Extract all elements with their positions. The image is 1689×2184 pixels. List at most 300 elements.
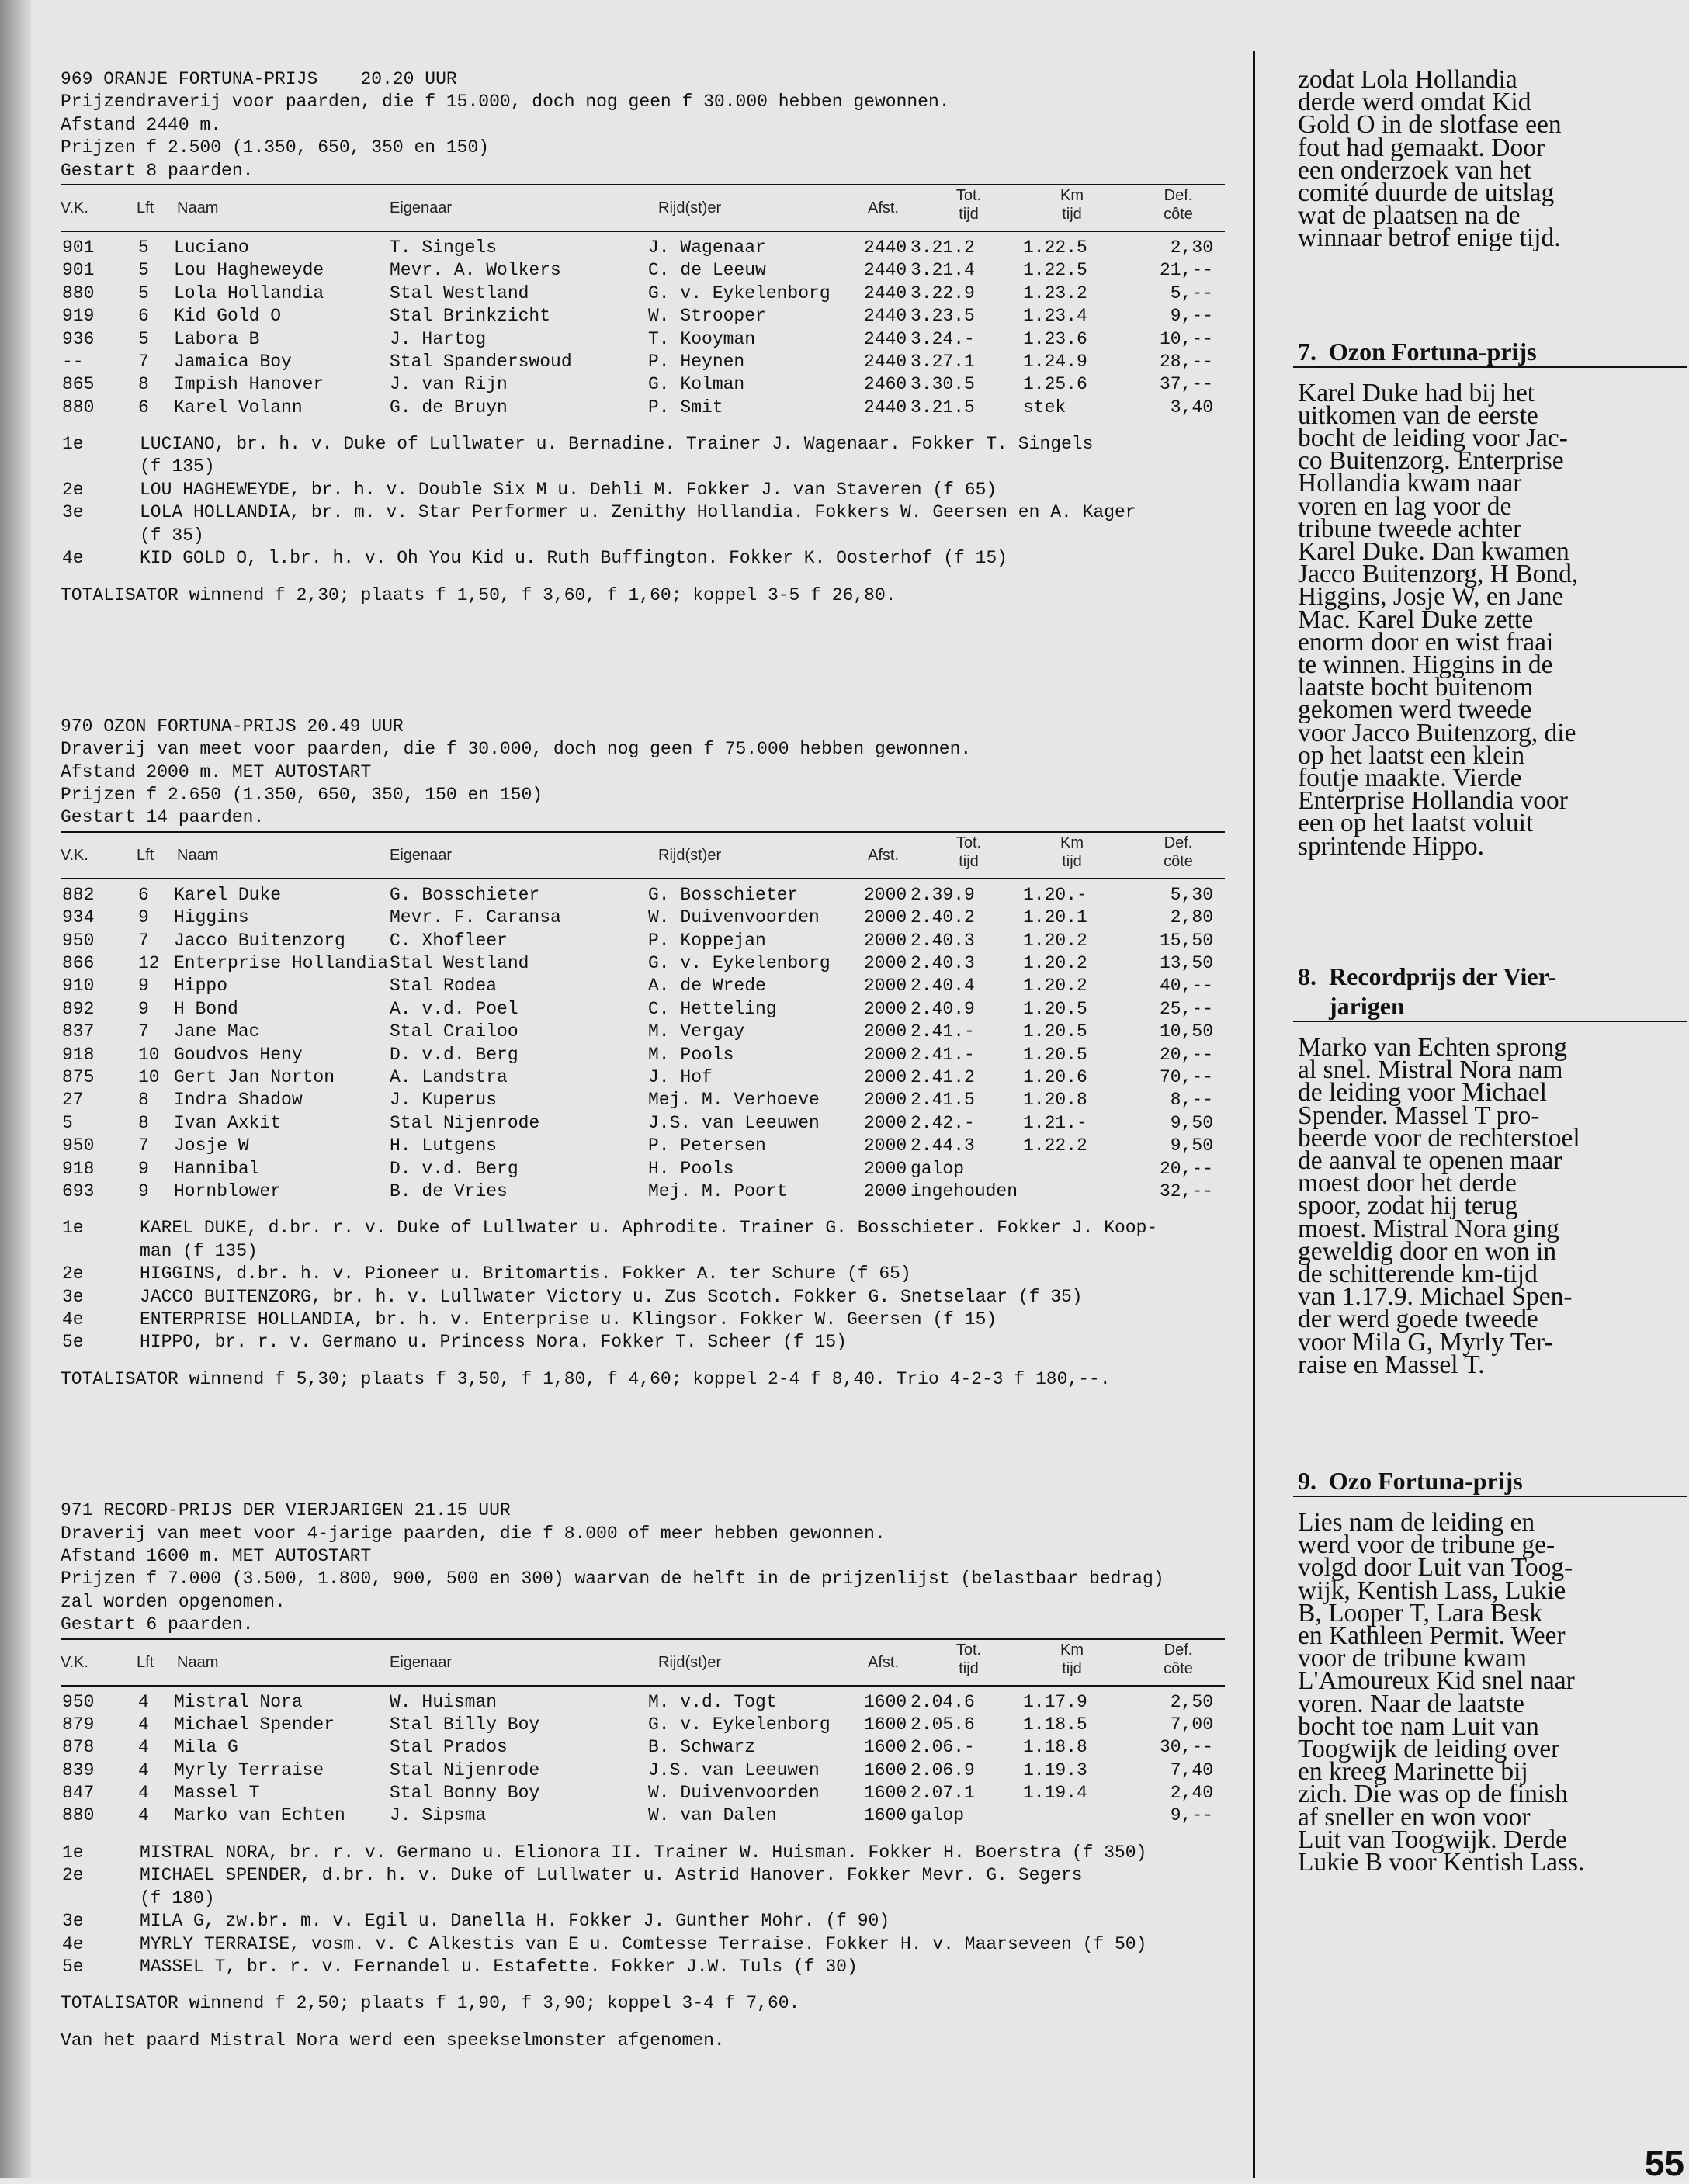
cell-eig: B. de Vries [390, 1180, 508, 1201]
cell-def: 2,30 [1170, 237, 1213, 258]
placing-line: MYRLY TERRAISE, vosm. v. C Alkestis van E u. Comtesse Terraise. Fokker H. v. Maarseveen (f 50) [140, 1933, 1147, 1954]
cell-def: 2,50 [1170, 1691, 1213, 1712]
cell-vk: 910 [62, 976, 95, 997]
table-row [61, 1158, 1225, 1180]
table-row [61, 998, 1225, 1021]
column-header-km1: Km [1060, 186, 1084, 204]
commentary-line: Enterprise Hollandia voor [1298, 786, 1568, 816]
cell-lft: 6 [138, 884, 149, 905]
race-conditions: Gestart 6 paarden. [61, 1614, 254, 1635]
race-conditions: Afstand 2000 m. MET AUTOSTART [61, 761, 372, 782]
commentary-line: en kreeg Marinette bij [1298, 1757, 1528, 1787]
column-header-lft: Lft [137, 199, 154, 217]
cell-naam: Josje W [174, 1135, 249, 1156]
cell-eig: C. Xhofleer [390, 930, 508, 951]
placing-text [140, 433, 1225, 479]
commentary-line: Jacco Buitenzorg, H Bond, [1298, 560, 1579, 589]
placing-line-cont: (f 180) [140, 1888, 215, 1908]
placing-entry [61, 1263, 1225, 1285]
commentary-line: raise en Massel T. [1298, 1350, 1485, 1379]
table-row [61, 1021, 1225, 1043]
commentary-line: gekomen werd tweede [1298, 695, 1532, 725]
column-header-afst: Afst. [867, 199, 899, 217]
cell-rijd: J. Hof [648, 1067, 713, 1087]
commentary-line: voor Jacco Buitenzorg, die [1298, 718, 1576, 747]
cell-vk: 880 [62, 283, 95, 303]
placing-line: LOU HAGHEWEYDE, br. h. v. Double Six M u. Dehli M. Fokker J. van Staveren (f 65) [140, 479, 997, 500]
cell-rijd: H. Pools [648, 1158, 734, 1179]
cell-def: 8,-- [1170, 1090, 1213, 1111]
column-header-def1: Def. [1164, 1641, 1193, 1659]
cell-naam: Karel Duke [174, 884, 282, 905]
cell-eig: D. v.d. Berg [390, 1044, 518, 1065]
cell-tot: 2.44.3 [910, 1135, 975, 1156]
commentary-line: Lukie B voor Kentish Lass. [1298, 1847, 1585, 1877]
column-header-afst: Afst. [867, 846, 899, 864]
commentary-line: voor Mila G, Myrly Ter- [1298, 1327, 1553, 1357]
commentary-line: voren. Naar de laatste [1298, 1689, 1525, 1718]
section-heading-line: jarigen [1298, 991, 1405, 1020]
cell-lft: 5 [138, 283, 149, 303]
column-header-rijder: Rijd(st)er [658, 199, 722, 217]
results-table [61, 879, 1225, 1203]
race-conditions: Afstand 2440 m. [61, 114, 222, 135]
cell-lft: 7 [138, 930, 149, 951]
cell-afst: 2000 [864, 1067, 907, 1087]
table-row [61, 1044, 1225, 1066]
cell-vk: 837 [62, 1021, 95, 1042]
cell-eig: Stal Rodea [390, 976, 498, 997]
commentary-line: Hollandia kwam naar [1298, 469, 1522, 498]
cell-tot: 2.40.3 [910, 930, 975, 951]
cell-lft: 4 [138, 1783, 149, 1804]
cell-tot: 3.22.9 [910, 283, 975, 303]
table-row [61, 328, 1225, 351]
cell-km: 1.19.4 [1023, 1783, 1087, 1804]
cell-naam: Hornblower [174, 1180, 282, 1201]
column-header-km1: Km [1060, 1641, 1084, 1659]
cell-vk: 950 [62, 1691, 95, 1712]
cell-def: 20,-- [1159, 1158, 1213, 1179]
race-conditions: Prijzen f 7.000 (3.500, 1.800, 900, 500 en 300) waarvan de helft in de prijzenlijst (belastbaar bedrag) [61, 1569, 1164, 1589]
table-row [61, 1135, 1225, 1157]
cell-vk: 878 [62, 1737, 95, 1758]
commentary-line: der werd goede tweede [1298, 1305, 1538, 1334]
race-header [61, 1499, 1225, 1636]
cell-def: 9,-- [1170, 1805, 1213, 1826]
column-header-naam: Naam [177, 199, 219, 217]
placing-line-cont: man (f 135) [140, 1240, 258, 1261]
commentary-line: B, Looper T, Lara Besk [1298, 1598, 1543, 1628]
cell-tot: 2.42.- [910, 1112, 975, 1133]
cell-naam: Ivan Axkit [174, 1112, 282, 1133]
cell-vk: 936 [62, 328, 95, 349]
commentary-intro [1298, 65, 1678, 253]
cell-rijd: J.S. van Leeuwen [648, 1759, 820, 1780]
column-header-def1: Def. [1164, 186, 1193, 204]
commentary-line: moest door het derde [1298, 1169, 1517, 1198]
commentary-line: een op het laatst voluit [1298, 809, 1534, 838]
cell-tot: 2.41.5 [910, 1090, 975, 1111]
cell-tot: 2.06.- [910, 1737, 975, 1758]
cell-rijd: M. Vergay [648, 1021, 745, 1042]
cell-afst: 1600 [864, 1805, 907, 1826]
placing-text [140, 479, 1225, 501]
cell-def: 32,-- [1159, 1180, 1213, 1201]
cell-km: 1.20.1 [1023, 907, 1087, 928]
table-row [61, 1180, 1225, 1203]
cell-afst: 1600 [864, 1783, 907, 1804]
cell-afst: 2000 [864, 953, 907, 974]
commentary-line: Luit van Toogwijk. Derde [1298, 1825, 1567, 1854]
table-row [61, 1736, 1225, 1759]
column-header-def2: côte [1164, 852, 1193, 870]
cell-eig: W. Huisman [390, 1691, 498, 1712]
cell-def: 7,40 [1170, 1759, 1213, 1780]
column-divider [1253, 51, 1255, 2178]
commentary-line: winnaar betrof enige tijd. [1298, 224, 1561, 253]
column-header-tot1: Tot. [955, 834, 982, 851]
commentary-line: bocht toe nam Luit van [1298, 1711, 1539, 1741]
commentary-line: Mac. Karel Duke zette [1298, 605, 1534, 634]
placing-position: 2e [62, 479, 84, 500]
cell-lft: 9 [138, 998, 149, 1019]
cell-km: 1.20.6 [1023, 1067, 1087, 1087]
cell-def: 5,-- [1170, 283, 1213, 303]
cell-vk: 892 [62, 998, 95, 1019]
cell-tot: 3.21.5 [910, 397, 975, 418]
cell-tot: 2.07.1 [910, 1783, 975, 1804]
cell-lft: 10 [138, 1044, 160, 1065]
cell-eig: G. Bosschieter [390, 884, 540, 905]
cell-rijd: A. de Wrede [648, 976, 766, 997]
cell-lft: 7 [138, 351, 149, 372]
cell-tot: 3.21.2 [910, 237, 975, 258]
section-rule [1293, 1496, 1687, 1497]
cell-def: 9,50 [1170, 1112, 1213, 1133]
commentary-line: spoor, zodat hij terug [1298, 1191, 1518, 1221]
cell-def: 9,-- [1170, 306, 1213, 327]
cell-naam: Lou Hagheweyde [174, 260, 324, 281]
cell-eig: Stal Crailoo [390, 1021, 518, 1042]
commentary-line: werd voor de tribune ge- [1298, 1531, 1555, 1560]
cell-eig: Stal Nijenrode [390, 1112, 540, 1133]
cell-def: 20,-- [1159, 1044, 1213, 1065]
cell-rijd: G. v. Eykelenborg [648, 1714, 831, 1735]
placing-text [140, 1933, 1225, 1956]
column-header-vk: V.K. [61, 846, 88, 864]
cell-naam: H Bond [174, 998, 238, 1019]
cell-eig: Mevr. A. Wolkers [390, 260, 561, 281]
cell-km: 1.20.8 [1023, 1090, 1087, 1111]
cell-vk: 882 [62, 884, 95, 905]
cell-tot: galop [910, 1158, 965, 1179]
cell-naam: Indra Shadow [174, 1090, 303, 1111]
cell-km: 1.20.- [1023, 884, 1087, 905]
cell-vk: 839 [62, 1759, 95, 1780]
cell-vk: 950 [62, 1135, 95, 1156]
cell-rijd: M. v.d. Togt [648, 1691, 777, 1712]
cell-km: 1.22.2 [1023, 1135, 1087, 1156]
commentary-line: co Buitenzorg. Enterprise [1298, 446, 1564, 476]
column-header-afst: Afst. [867, 1653, 899, 1671]
cell-naam: Massel T [174, 1783, 260, 1804]
race-conditions: Prijzen f 2.650 (1.350, 650, 350, 150 en 150) [61, 785, 543, 806]
cell-vk: 950 [62, 930, 95, 951]
cell-def: 30,-- [1159, 1737, 1213, 1758]
cell-rijd: T. Kooyman [648, 328, 756, 349]
cell-def: 21,-- [1159, 260, 1213, 281]
commentary-line: L'Amoureux Kid snel naar [1298, 1666, 1575, 1696]
commentary-line: beerde voor de rechterstoel [1298, 1123, 1580, 1153]
cell-lft: 9 [138, 907, 149, 928]
cell-naam: Goudvos Heny [174, 1044, 303, 1065]
cell-def: 40,-- [1159, 976, 1213, 997]
commentary-section [1298, 1466, 1678, 1877]
cell-def: 70,-- [1159, 1067, 1213, 1087]
cell-rijd: B. Schwarz [648, 1737, 756, 1758]
placing-text [140, 547, 1225, 570]
commentary-line: foutje maakte. Vierde [1298, 764, 1522, 793]
cell-afst: 2000 [864, 998, 907, 1019]
cell-rijd: G. v. Eykelenborg [648, 953, 831, 974]
cell-lft: 5 [138, 260, 149, 281]
cell-def: 13,50 [1159, 953, 1213, 974]
cell-afst: 2440 [864, 351, 907, 372]
placing-line: MICHAEL SPENDER, d.br. h. v. Duke of Lullwater u. Astrid Hanover. Fokker Mevr. G. Segers [140, 1865, 1083, 1886]
placing-position: 5e [62, 1956, 84, 1977]
cell-afst: 2000 [864, 1158, 907, 1179]
column-header-vk: V.K. [61, 1653, 88, 1671]
commentary-line: tribune tweede achter [1298, 514, 1522, 543]
cell-eig: Stal Brinkzicht [390, 306, 551, 327]
cell-vk: 880 [62, 1805, 95, 1826]
commentary-line: Karel Duke had bij het [1298, 378, 1535, 407]
column-header-def2: côte [1164, 1659, 1193, 1677]
table-row [61, 305, 1225, 328]
cell-lft: 7 [138, 1135, 149, 1156]
cell-km: 1.21.- [1023, 1112, 1087, 1133]
race-title: 970 OZON FORTUNA-PRIJS 20.49 UUR [61, 716, 404, 737]
column-header-def2: côte [1164, 205, 1193, 223]
cell-km: 1.20.2 [1023, 953, 1087, 974]
page-number: 55 [1644, 2143, 1684, 2183]
commentary-line: comité duurde de uitslag [1298, 179, 1555, 208]
commentary-line: Marko van Echten sprong [1298, 1032, 1568, 1062]
cell-vk: 27 [62, 1090, 84, 1111]
placing-entry [61, 1956, 1225, 1978]
commentary-line: de aanval te openen maar [1298, 1146, 1562, 1175]
table-column-headers [61, 184, 1225, 232]
cell-naam: Jane Mac [174, 1021, 260, 1042]
cell-afst: 2440 [864, 397, 907, 418]
commentary-line: bocht de leiding voor Jac- [1298, 424, 1568, 453]
column-header-tot1: Tot. [955, 1641, 982, 1659]
cell-vk: 934 [62, 907, 95, 928]
table-row [61, 884, 1225, 907]
cell-lft: 4 [138, 1805, 149, 1826]
cell-tot: 2.40.2 [910, 907, 975, 928]
cell-vk: 901 [62, 237, 95, 258]
table-column-headers [61, 1638, 1225, 1687]
cell-naam: Myrly Terraise [174, 1759, 324, 1780]
cell-tot: 2.40.3 [910, 953, 975, 974]
cell-naam: Gert Jan Norton [174, 1067, 335, 1087]
cell-rijd: G. v. Eykelenborg [648, 283, 831, 303]
table-row [61, 397, 1225, 419]
cell-eig: H. Lutgens [390, 1135, 498, 1156]
placing-entry [61, 1842, 1225, 1864]
placing-position: 4e [62, 548, 84, 569]
column-header-km2: tijd [1062, 1659, 1082, 1677]
column-header-km2: tijd [1062, 205, 1082, 223]
placing-line: KID GOLD O, l.br. h. v. Oh You Kid u. Ruth Buffington. Fokker K. Oosterhof (f 15) [140, 548, 1008, 569]
cell-naam: Jamaica Boy [174, 351, 292, 372]
cell-lft: 4 [138, 1759, 149, 1780]
cell-eig: J. van Rijn [390, 374, 508, 395]
cell-vk: 918 [62, 1044, 95, 1065]
cell-km: 1.23.4 [1023, 306, 1087, 327]
cell-lft: 12 [138, 953, 160, 974]
commentary-line: de leiding voor Michael [1298, 1078, 1547, 1108]
commentary-line: uitkomen van de eerste [1298, 400, 1538, 430]
column-header-eigenaar: Eigenaar [390, 199, 453, 217]
cell-rijd: W. Strooper [648, 306, 766, 327]
cell-rijd: Mej. M. Verhoeve [648, 1090, 820, 1111]
commentary-line: af sneller en won voor [1298, 1802, 1531, 1832]
cell-naam: Hannibal [174, 1158, 260, 1179]
cell-eig: Stal Spanderswoud [390, 351, 572, 372]
race-conditions: Afstand 1600 m. MET AUTOSTART [61, 1545, 372, 1566]
cell-afst: 2000 [864, 976, 907, 997]
placing-position: 4e [62, 1309, 84, 1329]
section-heading [1298, 962, 1678, 1021]
cell-tot: 3.27.1 [910, 351, 975, 372]
table-row [61, 1759, 1225, 1782]
cell-km: 1.24.9 [1023, 351, 1087, 372]
placing-position: 1e [62, 434, 84, 455]
commentary-line: op het laatst een klein [1298, 740, 1525, 770]
placing-text [140, 501, 1225, 547]
cell-tot: ingehouden [910, 1180, 1018, 1201]
placing-entry [61, 1286, 1225, 1309]
cell-eig: G. de Bruyn [390, 397, 508, 418]
commentary-line: de schitterende km-tijd [1298, 1259, 1538, 1288]
section-heading-line: 8. Recordprijs der Vier- [1298, 962, 1557, 990]
commentary-line: Higgins, Josje W, en Jane [1298, 582, 1564, 612]
cell-km: 1.20.2 [1023, 930, 1087, 951]
placings-list [61, 433, 1225, 570]
table-row [61, 975, 1225, 997]
cell-km: 1.25.6 [1023, 374, 1087, 395]
cell-rijd: G. Bosschieter [648, 884, 799, 905]
cell-rijd: P. Heynen [648, 351, 745, 372]
placing-entry [61, 1864, 1225, 1910]
cell-tot: 2.06.9 [910, 1759, 975, 1780]
placing-position: 1e [62, 1218, 84, 1239]
section-body [1298, 1507, 1678, 1877]
placing-text [140, 1910, 1225, 1933]
cell-tot: 2.41.- [910, 1044, 975, 1065]
placings-list [61, 1842, 1225, 1978]
table-row [61, 1804, 1225, 1827]
column-header-tot2: tijd [959, 852, 979, 870]
cell-lft: 4 [138, 1714, 149, 1735]
cell-def: 25,-- [1159, 998, 1213, 1019]
cell-def: 5,30 [1170, 884, 1213, 905]
race-conditions: Prijzendraverij voor paarden, die f 15.000, doch nog geen f 30.000 hebben gewonnen. [61, 92, 950, 113]
placing-line: LUCIANO, br. h. v. Duke of Lullwater u. Bernadine. Trainer J. Wagenaar. Fokker T. Singels [140, 434, 1094, 455]
table-row [61, 930, 1225, 952]
cell-lft: 8 [138, 1090, 149, 1111]
column-header-naam: Naam [177, 846, 219, 864]
placing-entry [61, 1910, 1225, 1933]
column-header-km2: tijd [1062, 852, 1082, 870]
race-conditions: Gestart 14 paarden. [61, 807, 265, 828]
cell-tot: galop [910, 1805, 965, 1826]
cell-tot: 2.41.2 [910, 1067, 975, 1087]
commentary-line: zich. Die was op de finish [1298, 1780, 1568, 1809]
cell-eig: Mevr. F. Caransa [390, 907, 561, 928]
cell-lft: 4 [138, 1737, 149, 1758]
commentary-line: zodat Lola Hollandia [1298, 65, 1517, 94]
cell-naam: Hippo [174, 976, 228, 997]
placing-position: 5e [62, 1332, 84, 1353]
placing-entry [61, 479, 1225, 501]
placing-line: HIPPO, br. r. v. Germano u. Princess Nora. Fokker T. Scheer (f 15) [140, 1332, 847, 1353]
commentary-line: Karel Duke. Dan kwamen [1298, 537, 1569, 567]
section-rule [1293, 1021, 1687, 1022]
cell-naam: Lola Hollandia [174, 283, 324, 303]
cell-km: 1.18.8 [1023, 1737, 1087, 1758]
cell-rijd: P. Koppejan [648, 930, 766, 951]
cell-km: 1.22.5 [1023, 237, 1087, 258]
cell-vk: 693 [62, 1180, 95, 1201]
cell-tot: 2.05.6 [910, 1714, 975, 1735]
cell-eig: Stal Nijenrode [390, 1759, 540, 1780]
cell-rijd: C. de Leeuw [648, 260, 766, 281]
totalisator-line: TOTALISATOR winnend f 2,50; plaats f 1,90, f 3,90; koppel 3-4 f 7,60. [61, 1993, 800, 2014]
results-column [61, 68, 1225, 2052]
placing-text [140, 1286, 1225, 1309]
section-heading-line: 9. Ozo Fortuna-prijs [1298, 1466, 1523, 1495]
cell-afst: 2000 [864, 1021, 907, 1042]
cell-def: 28,-- [1159, 351, 1213, 372]
table-row [61, 952, 1225, 975]
cell-eig: Stal Billy Boy [390, 1714, 540, 1735]
section-body [1298, 378, 1678, 861]
placing-position: 2e [62, 1264, 84, 1284]
cell-afst: 2000 [864, 1180, 907, 1201]
placing-entry [61, 1309, 1225, 1331]
cell-eig: Stal Westland [390, 953, 529, 974]
cell-vk: 5 [62, 1112, 73, 1133]
cell-vk: 875 [62, 1067, 95, 1087]
cell-km: 1.20.5 [1023, 1021, 1087, 1042]
column-header-def1: Def. [1164, 834, 1193, 851]
cell-afst: 1600 [864, 1737, 907, 1758]
race-title: 969 ORANJE FORTUNA-PRIJS 20.20 UUR [61, 69, 457, 89]
placing-position: 1e [62, 1842, 84, 1863]
cell-km: 1.20.5 [1023, 998, 1087, 1019]
cell-afst: 2000 [864, 930, 907, 951]
table-row [61, 1089, 1225, 1111]
cell-lft: 4 [138, 1691, 149, 1712]
commentary-line: Spender. Massel T pro- [1298, 1101, 1540, 1130]
placing-entry [61, 433, 1225, 479]
cell-tot: 2.41.- [910, 1021, 975, 1042]
cell-km: 1.22.5 [1023, 260, 1087, 281]
